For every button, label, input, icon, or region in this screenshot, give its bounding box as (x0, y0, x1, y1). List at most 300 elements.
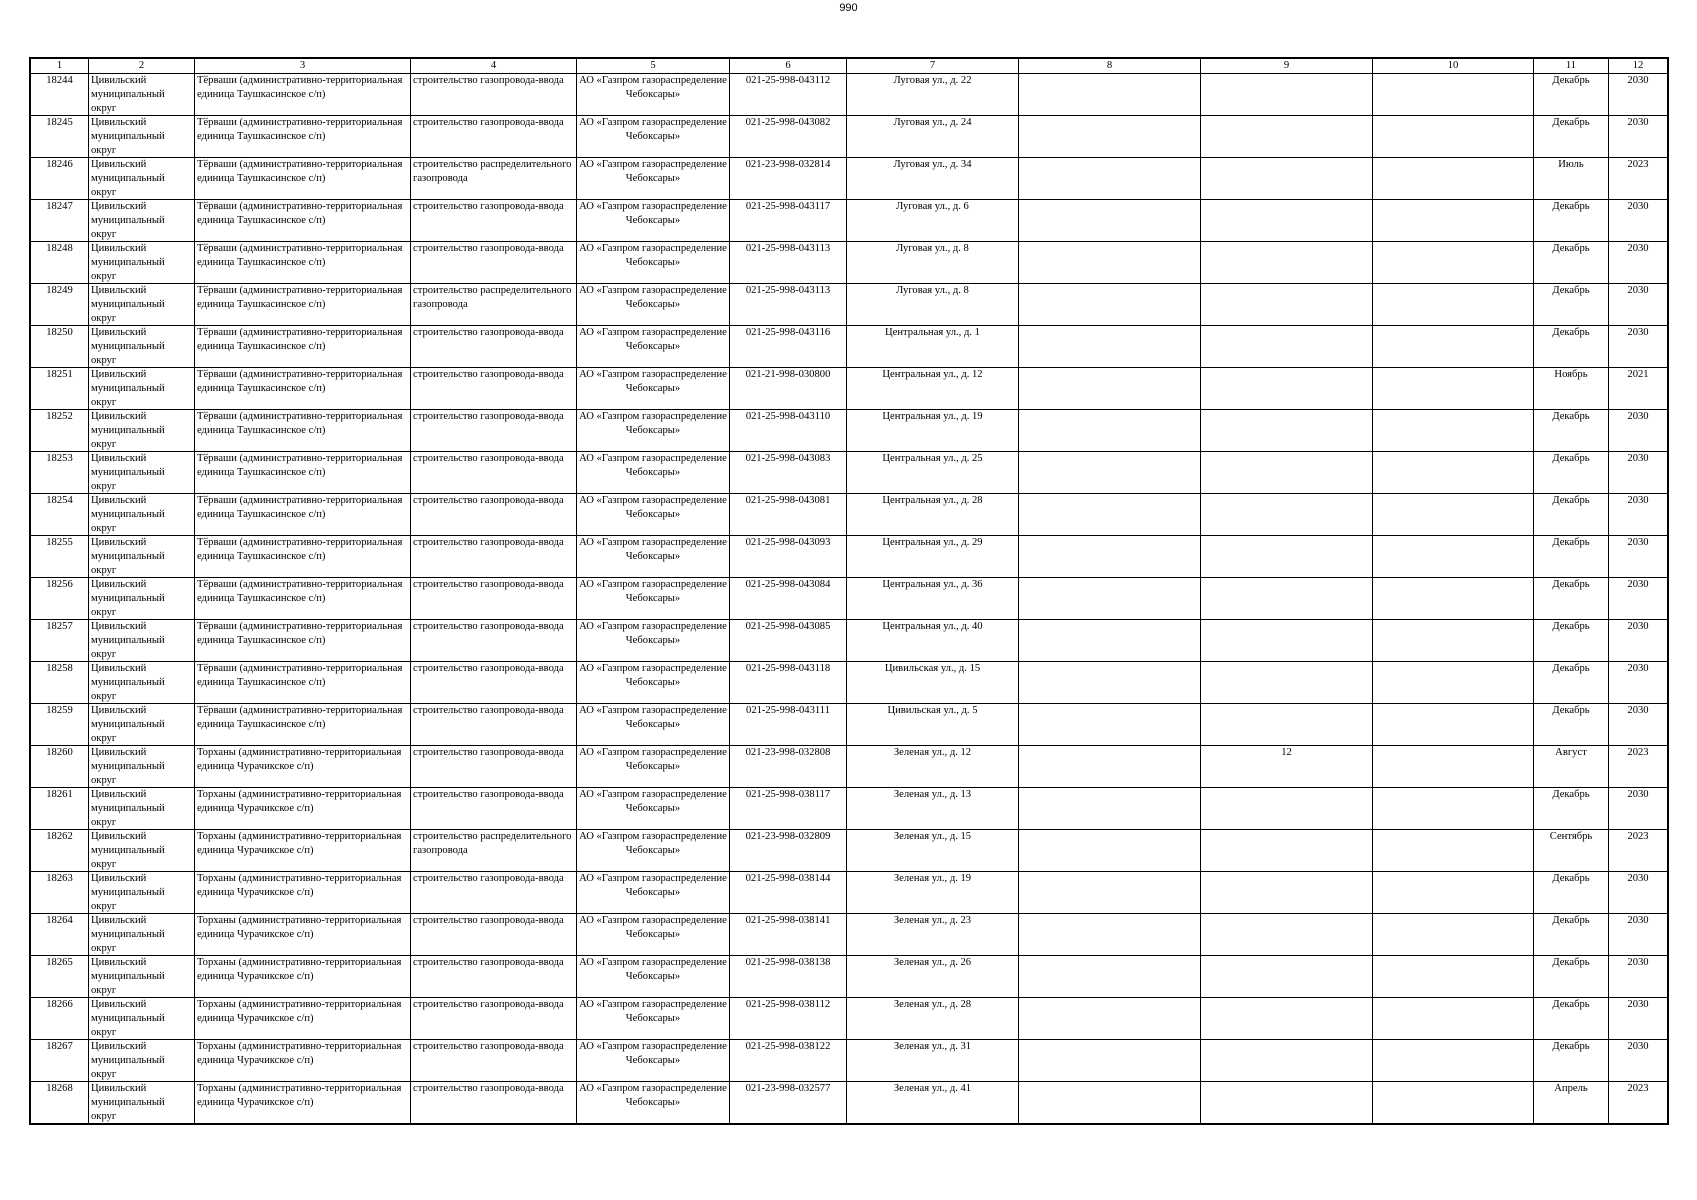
column-10-cell-text (1375, 578, 1531, 619)
column-8-cell-text (1021, 872, 1198, 913)
month-cell-text: Декабрь (1552, 327, 1590, 338)
settlement-cell (195, 200, 411, 242)
column-10-cell (1373, 242, 1534, 284)
row-number (31, 620, 89, 662)
column-header: 12 (1609, 59, 1668, 74)
address-cell (847, 74, 1019, 116)
district-cell-text: Цивильский муниципальный округ (91, 201, 165, 240)
object-code-cell-text: 021-25-998-043110 (745, 411, 831, 422)
column-10-cell-text (1375, 284, 1531, 325)
month-cell-text: Декабрь (1552, 453, 1590, 464)
object-code-cell (730, 368, 847, 410)
year-cell (1609, 452, 1668, 494)
object-code-cell (730, 452, 847, 494)
column-9-cell (1201, 410, 1373, 452)
year-cell-text: 2030 (1627, 117, 1649, 128)
column-8-cell-text (1021, 536, 1198, 577)
settlement-cell (195, 578, 411, 620)
row-number (31, 242, 89, 284)
column-10-cell (1373, 914, 1534, 956)
year-cell (1609, 914, 1668, 956)
year-cell-text: 2030 (1627, 243, 1649, 254)
settlement-cell-text: Тӗрваши (административно-территориальная единица Таушкасинское с/п) (197, 327, 403, 352)
month-cell (1534, 284, 1609, 326)
object-code-cell-text: 021-25-998-038112 (745, 999, 831, 1010)
year-cell (1609, 326, 1668, 368)
table-row (31, 200, 1668, 242)
column-8-cell (1019, 74, 1201, 116)
work-type-cell-text: строительство газопровода-ввода (413, 789, 564, 800)
organization-cell (577, 200, 730, 242)
month-cell (1534, 158, 1609, 200)
table-row (31, 620, 1668, 662)
column-9-cell (1201, 830, 1373, 872)
row-number-text: 18253 (46, 453, 73, 464)
object-code-cell-text: 021-25-998-038138 (745, 957, 831, 968)
settlement-cell (195, 410, 411, 452)
month-cell-text: Декабрь (1552, 537, 1590, 548)
settlement-cell (195, 116, 411, 158)
month-cell-text: Декабрь (1552, 999, 1590, 1010)
table-row (31, 368, 1668, 410)
column-10-cell (1373, 704, 1534, 746)
column-9-cell (1201, 200, 1373, 242)
address-cell (847, 746, 1019, 788)
month-cell (1534, 956, 1609, 998)
district-cell-text: Цивильский муниципальный округ (91, 999, 165, 1038)
work-type-cell (411, 956, 577, 998)
organization-cell (577, 914, 730, 956)
month-cell (1534, 1040, 1609, 1082)
month-cell-text: Декабрь (1552, 117, 1590, 128)
column-8-cell-text (1021, 368, 1198, 409)
column-10-cell-text (1375, 1082, 1531, 1123)
organization-cell-text: АО «Газпром газораспределение Чебоксары» (579, 831, 727, 856)
month-cell-text: Декабрь (1552, 243, 1590, 254)
table-row (31, 242, 1668, 284)
column-9-cell (1201, 746, 1373, 788)
organization-cell-text: АО «Газпром газораспределение Чебоксары» (579, 117, 727, 142)
work-type-cell (411, 326, 577, 368)
organization-cell (577, 998, 730, 1040)
address-cell-text: Луговая ул., д. 8 (896, 285, 969, 296)
column-9-cell-text (1203, 704, 1370, 745)
address-cell (847, 536, 1019, 578)
column-9-cell (1201, 74, 1373, 116)
column-10-cell (1373, 662, 1534, 704)
address-cell-text: Центральная ул., д. 28 (882, 495, 983, 506)
year-cell-text: 2030 (1627, 789, 1649, 800)
month-cell-text: Ноябрь (1554, 369, 1588, 380)
row-number (31, 200, 89, 242)
column-10-cell (1373, 536, 1534, 578)
row-number-text: 18257 (46, 621, 73, 632)
settlement-cell-text: Тӗрваши (административно-территориальная единица Таушкасинское с/п) (197, 453, 403, 478)
year-cell (1609, 578, 1668, 620)
row-number-text: 18258 (46, 663, 73, 674)
object-code-cell (730, 74, 847, 116)
column-10-cell (1373, 452, 1534, 494)
column-9-cell-text (1203, 116, 1370, 157)
object-code-cell-text: 021-25-998-043116 (745, 327, 831, 338)
year-cell (1609, 536, 1668, 578)
address-cell-text: Центральная ул., д. 1 (885, 327, 980, 338)
column-10-cell (1373, 998, 1534, 1040)
settlement-cell-text: Тӗрваши (административно-территориальная единица Таушкасинское с/п) (197, 621, 403, 646)
row-number-text: 18244 (46, 75, 73, 86)
object-code-cell (730, 158, 847, 200)
address-cell (847, 914, 1019, 956)
district-cell (89, 1040, 195, 1082)
district-cell (89, 200, 195, 242)
table-row (31, 578, 1668, 620)
column-9-cell-text (1203, 620, 1370, 661)
column-9-cell-text (1203, 158, 1370, 199)
settlement-cell (195, 1040, 411, 1082)
settlement-cell-text: Тӗрваши (административно-территориальная единица Таушкасинское с/п) (197, 705, 403, 730)
column-8-cell-text (1021, 200, 1198, 241)
column-9-cell (1201, 494, 1373, 536)
month-cell-text: Декабрь (1552, 75, 1590, 86)
year-cell (1609, 620, 1668, 662)
month-cell (1534, 998, 1609, 1040)
month-cell (1534, 410, 1609, 452)
address-cell (847, 578, 1019, 620)
object-code-cell-text: 021-25-998-043082 (745, 117, 831, 128)
object-code-cell (730, 746, 847, 788)
object-code-cell-text: 021-25-998-038141 (745, 915, 831, 926)
organization-cell (577, 872, 730, 914)
address-cell (847, 998, 1019, 1040)
organization-cell-text: АО «Газпром газораспределение Чебоксары» (579, 537, 727, 562)
column-8-cell-text (1021, 158, 1198, 199)
column-10-cell-text (1375, 830, 1531, 871)
object-code-cell (730, 830, 847, 872)
settlement-cell (195, 452, 411, 494)
row-number (31, 746, 89, 788)
column-9-cell-text (1203, 242, 1370, 283)
row-number-text: 18250 (46, 327, 73, 338)
object-code-cell (730, 200, 847, 242)
column-8-cell-text (1021, 704, 1198, 745)
address-cell (847, 788, 1019, 830)
row-number-text: 18251 (46, 369, 73, 380)
year-cell (1609, 200, 1668, 242)
object-code-cell (730, 284, 847, 326)
column-8-cell-text (1021, 578, 1198, 619)
column-8-cell (1019, 872, 1201, 914)
district-cell (89, 1082, 195, 1124)
column-10-cell (1373, 746, 1534, 788)
column-9-cell (1201, 368, 1373, 410)
row-number (31, 410, 89, 452)
column-9-cell (1201, 1082, 1373, 1124)
address-cell-text: Зеленая ул., д. 31 (893, 1041, 972, 1052)
row-number-text: 18252 (46, 411, 73, 422)
column-9-cell-text (1203, 788, 1370, 829)
organization-cell-text: АО «Газпром газораспределение Чебоксары» (579, 621, 727, 646)
object-code-cell-text: 021-25-998-038117 (745, 789, 831, 800)
column-8-cell-text (1021, 242, 1198, 283)
year-cell-text: 2030 (1627, 495, 1649, 506)
table-row (31, 872, 1668, 914)
work-type-cell (411, 620, 577, 662)
column-10-cell (1373, 158, 1534, 200)
address-cell-text: Луговая ул., д. 24 (893, 117, 972, 128)
address-cell-text: Зеленая ул., д. 41 (893, 1083, 972, 1094)
year-cell (1609, 830, 1668, 872)
settlement-cell-text: Торханы (административно-территориальная единица Чурачикское с/п) (197, 957, 402, 982)
column-header: 6 (730, 59, 847, 74)
organization-cell-text: АО «Газпром газораспределение Чебоксары» (579, 1041, 727, 1066)
column-9-cell-text (1203, 872, 1370, 913)
row-number (31, 158, 89, 200)
table-row (31, 830, 1668, 872)
column-8-cell (1019, 620, 1201, 662)
work-type-cell-text: строительство газопровода-ввода (413, 873, 564, 884)
year-cell-text: 2030 (1627, 537, 1649, 548)
column-10-cell-text (1375, 662, 1531, 703)
column-9-cell-text (1203, 662, 1370, 703)
column-10-cell (1373, 74, 1534, 116)
column-10-cell-text (1375, 704, 1531, 745)
address-cell-text: Цивильская ул., д. 15 (884, 663, 981, 674)
organization-cell (577, 116, 730, 158)
work-type-cell-text: строительство газопровода-ввода (413, 327, 564, 338)
address-cell-text: Центральная ул., д. 25 (882, 453, 983, 464)
work-type-cell (411, 830, 577, 872)
year-cell-text: 2030 (1627, 75, 1649, 86)
month-cell (1534, 200, 1609, 242)
organization-cell (577, 284, 730, 326)
object-code-cell-text: 021-25-998-043093 (745, 537, 831, 548)
table-row (31, 914, 1668, 956)
settlement-cell (195, 242, 411, 284)
address-cell (847, 956, 1019, 998)
column-9-cell-text (1203, 1082, 1370, 1123)
column-8-cell (1019, 200, 1201, 242)
settlement-cell (195, 872, 411, 914)
row-number (31, 452, 89, 494)
column-10-cell (1373, 494, 1534, 536)
address-cell (847, 494, 1019, 536)
address-cell (847, 620, 1019, 662)
column-10-cell-text (1375, 368, 1531, 409)
column-8-cell-text (1021, 494, 1198, 535)
address-cell-text: Центральная ул., д. 19 (882, 411, 983, 422)
work-type-cell (411, 788, 577, 830)
year-cell (1609, 410, 1668, 452)
row-number-text: 18245 (46, 117, 73, 128)
row-number (31, 284, 89, 326)
column-header: 4 (411, 59, 577, 74)
column-8-cell-text (1021, 1040, 1198, 1081)
year-cell (1609, 74, 1668, 116)
column-10-cell-text (1375, 242, 1531, 283)
organization-cell-text: АО «Газпром газораспределение Чебоксары» (579, 579, 727, 604)
settlement-cell-text: Тӗрваши (административно-территориальная единица Таушкасинское с/п) (197, 411, 403, 436)
month-cell (1534, 872, 1609, 914)
column-10-cell (1373, 410, 1534, 452)
row-number (31, 578, 89, 620)
organization-cell (577, 494, 730, 536)
month-cell-text: Декабрь (1552, 663, 1590, 674)
address-cell-text: Луговая ул., д. 34 (893, 159, 972, 170)
column-10-cell (1373, 1082, 1534, 1124)
district-cell (89, 704, 195, 746)
column-9-cell (1201, 242, 1373, 284)
object-code-cell-text: 021-25-998-043081 (745, 495, 831, 506)
table-row (31, 494, 1668, 536)
page-number: 990 (839, 2, 858, 14)
column-9-cell-text (1203, 998, 1370, 1039)
column-header: 5 (577, 59, 730, 74)
district-cell-text: Цивильский муниципальный округ (91, 159, 165, 198)
column-8-cell-text (1021, 956, 1198, 997)
table-row (31, 116, 1668, 158)
year-cell-text: 2023 (1627, 747, 1649, 758)
district-cell (89, 872, 195, 914)
work-type-cell (411, 74, 577, 116)
object-code-cell-text: 021-21-998-030800 (745, 369, 831, 380)
organization-cell-text: АО «Газпром газораспределение Чебоксары» (579, 285, 727, 310)
district-cell-text: Цивильский муниципальный округ (91, 495, 165, 534)
organization-cell (577, 74, 730, 116)
work-type-cell (411, 200, 577, 242)
work-type-cell-text: строительство газопровода-ввода (413, 1083, 564, 1094)
column-8-cell-text (1021, 74, 1198, 115)
month-cell (1534, 368, 1609, 410)
settlement-cell (195, 998, 411, 1040)
work-type-cell-text: строительство распределительного газопровода (413, 285, 572, 310)
month-cell (1534, 578, 1609, 620)
work-type-cell-text: строительство газопровода-ввода (413, 957, 564, 968)
row-number (31, 914, 89, 956)
column-10-cell-text (1375, 956, 1531, 997)
address-cell-text: Луговая ул., д. 6 (896, 201, 969, 212)
object-code-cell (730, 620, 847, 662)
organization-cell (577, 536, 730, 578)
work-type-cell-text: строительство газопровода-ввода (413, 495, 564, 506)
work-type-cell-text: строительство газопровода-ввода (413, 411, 564, 422)
month-cell-text: Декабрь (1552, 915, 1590, 926)
settlement-cell-text: Торханы (административно-территориальная единица Чурачикское с/п) (197, 1083, 402, 1108)
organization-cell (577, 788, 730, 830)
table-row (31, 74, 1668, 116)
column-9-cell-text: 12 (1281, 747, 1292, 758)
object-code-cell-text: 021-25-998-043111 (746, 705, 830, 716)
table-row (31, 704, 1668, 746)
column-10-cell (1373, 830, 1534, 872)
month-cell-text: Декабрь (1552, 411, 1590, 422)
object-code-cell-text: 021-23-998-032808 (745, 747, 831, 758)
column-9-cell-text (1203, 536, 1370, 577)
month-cell (1534, 914, 1609, 956)
column-10-cell-text (1375, 452, 1531, 493)
row-number (31, 1040, 89, 1082)
column-9-cell (1201, 158, 1373, 200)
column-9-cell (1201, 536, 1373, 578)
address-cell (847, 200, 1019, 242)
work-type-cell (411, 998, 577, 1040)
column-9-cell (1201, 872, 1373, 914)
work-type-cell-text: строительство газопровода-ввода (413, 915, 564, 926)
column-9-cell (1201, 956, 1373, 998)
table-row (31, 284, 1668, 326)
column-10-cell-text (1375, 74, 1531, 115)
column-9-cell-text (1203, 452, 1370, 493)
organization-cell (577, 368, 730, 410)
year-cell-text: 2030 (1627, 201, 1649, 212)
column-8-cell (1019, 536, 1201, 578)
object-code-cell (730, 662, 847, 704)
settlement-cell-text: Тӗрваши (административно-территориальная единица Таушкасинское с/п) (197, 663, 403, 688)
district-cell-text: Цивильский муниципальный округ (91, 453, 165, 492)
column-10-cell (1373, 200, 1534, 242)
work-type-cell (411, 410, 577, 452)
month-cell-text: Декабрь (1552, 579, 1590, 590)
column-9-cell-text (1203, 74, 1370, 115)
column-9-cell-text (1203, 494, 1370, 535)
address-cell (847, 158, 1019, 200)
column-10-cell-text (1375, 914, 1531, 955)
work-type-cell-text: строительство газопровода-ввода (413, 243, 564, 254)
column-header: 10 (1373, 59, 1534, 74)
row-number (31, 830, 89, 872)
work-type-cell (411, 914, 577, 956)
work-type-cell-text: строительство газопровода-ввода (413, 705, 564, 716)
gas-connection-registry-table (30, 58, 1668, 1124)
settlement-cell (195, 956, 411, 998)
year-cell-text: 2030 (1627, 915, 1649, 926)
object-code-cell (730, 956, 847, 998)
row-number (31, 956, 89, 998)
column-8-cell (1019, 158, 1201, 200)
settlement-cell (195, 368, 411, 410)
district-cell (89, 410, 195, 452)
settlement-cell-text: Тӗрваши (административно-территориальная единица Таушкасинское с/п) (197, 369, 403, 394)
district-cell (89, 830, 195, 872)
column-8-cell-text (1021, 116, 1198, 157)
district-cell-text: Цивильский муниципальный округ (91, 1041, 165, 1080)
year-cell-text: 2023 (1627, 831, 1649, 842)
column-9-cell (1201, 452, 1373, 494)
column-10-cell-text (1375, 158, 1531, 199)
row-number-text: 18261 (46, 789, 73, 800)
work-type-cell-text: строительство газопровода-ввода (413, 747, 564, 758)
address-cell-text: Зеленая ул., д. 28 (893, 999, 972, 1010)
district-cell (89, 788, 195, 830)
column-header: 3 (195, 59, 411, 74)
column-8-cell (1019, 284, 1201, 326)
month-cell (1534, 116, 1609, 158)
object-code-cell (730, 1082, 847, 1124)
column-10-cell-text (1375, 116, 1531, 157)
table-row (31, 452, 1668, 494)
column-9-cell-text (1203, 368, 1370, 409)
column-9-cell-text (1203, 956, 1370, 997)
year-cell (1609, 116, 1668, 158)
month-cell-text: Август (1555, 747, 1587, 758)
address-cell (847, 410, 1019, 452)
column-10-cell-text (1375, 788, 1531, 829)
work-type-cell-text: строительство газопровода-ввода (413, 1041, 564, 1052)
year-cell-text: 2021 (1627, 369, 1649, 380)
object-code-cell (730, 914, 847, 956)
column-9-cell-text (1203, 284, 1370, 325)
organization-cell-text: АО «Газпром газораспределение Чебоксары» (579, 369, 727, 394)
column-10-cell (1373, 956, 1534, 998)
